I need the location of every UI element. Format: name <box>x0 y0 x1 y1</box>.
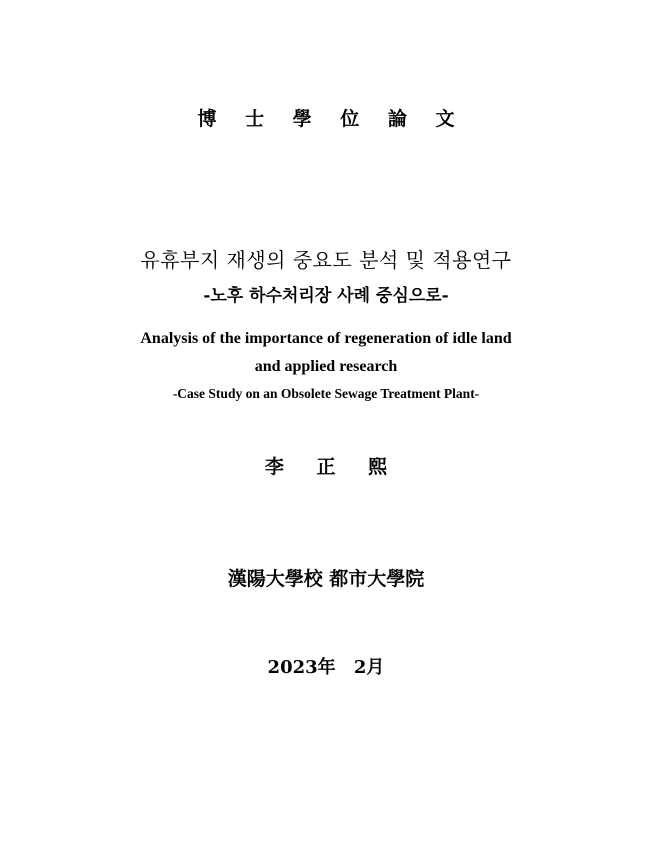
thesis-subtitle-korean: -노후 하수처리장 사례 중심으로- <box>203 286 449 306</box>
school-name: 漢陽大學校 都市大學院 <box>227 568 425 590</box>
author-name: 李 正 熙 <box>264 456 388 478</box>
thesis-title-korean: 유휴부지 재생의 중요도 분석 및 적용연구 <box>140 248 512 272</box>
degree-heading: 博 士 學 位 論 文 <box>197 108 466 130</box>
submission-date: 2023年 2月 <box>267 657 385 678</box>
thesis-title-english-line2: and applied research <box>254 358 398 375</box>
thesis-title-english-line1: Analysis of the importance of regeneration of idle land <box>140 330 512 347</box>
thesis-subtitle-english: -Case Study on an Obsolete Sewage Treatment Plant- <box>172 386 480 401</box>
